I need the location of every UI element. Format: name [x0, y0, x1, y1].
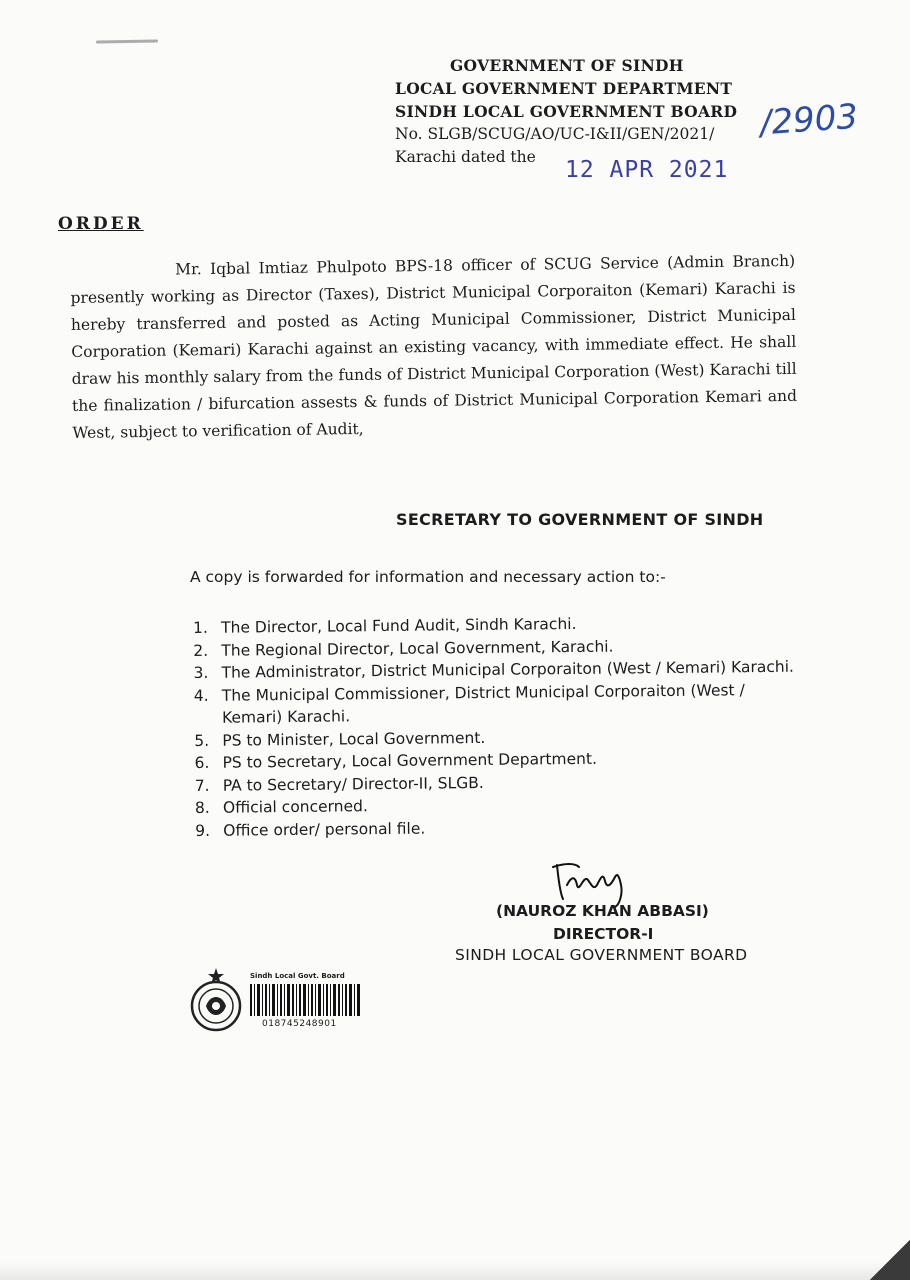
secretary-line: SECRETARY TO GOVERNMENT OF SINDH — [396, 510, 764, 529]
letterhead — [395, 54, 755, 169]
list-item: 7. PA to Secretary/ Director-II, SLGB. — [194, 773, 484, 795]
handwritten-number: /2903 — [758, 96, 860, 144]
page-bottom-edge — [0, 1262, 910, 1280]
signatory-office: SINDH LOCAL GOVERNMENT BOARD — [455, 946, 748, 964]
distribution-list — [193, 611, 805, 842]
barcode-icon — [250, 984, 360, 1016]
signatory-name: (NAUROZ KHAN ABBASI) — [496, 902, 709, 920]
list-item: 6. PS to Secretary, Local Government Department. — [194, 749, 598, 772]
list-item: 5. PS to Minister, Local Government. — [194, 728, 486, 750]
date-stamp: 12 APR 2021 — [565, 157, 729, 183]
reference-number: No. SLGB/SCUG/AO/UC-I&II/GEN/2021/ — [395, 125, 715, 143]
copy-intro: A copy is forwarded for information and necessary action to:- — [190, 568, 666, 586]
header-board: SINDH LOCAL GOVERNMENT BOARD — [395, 102, 738, 121]
signatory-designation: DIRECTOR-I — [553, 925, 654, 943]
list-item: 8. Official concerned. — [194, 797, 368, 817]
page-corner-shadow — [870, 1240, 910, 1280]
emblem-seal-icon — [188, 966, 244, 1032]
header-government: GOVERNMENT OF SINDH — [450, 56, 684, 75]
barcode-number: 018745248901 — [262, 1019, 337, 1029]
list-item: 9. Office order/ personal file. — [195, 819, 426, 840]
order-body: Mr. Iqbal Imtiaz Phulpoto BPS-18 officer of SCUG Service (Admin Branch) presently working as Director (Taxes), District Municipal Corporaiton (Kemari) Karachi is hereby transferred and posted as Acting Municipal Commissioner, District Municipal Corporation (Kemari) Karachi against an existing vacancy, with immediate effect. He shall draw his monthly salary from the funds of District Municipal Corporation (West) Karachi till the finalization / bifurcation assests & funds of District Municipal Corporation Kemari and West, subject to verification of Audit, — [70, 251, 798, 442]
dated-label: Karachi dated the — [395, 148, 536, 166]
list-item: 2. The Regional Director, Local Government, Karachi. — [193, 637, 614, 660]
list-item: 4. The Municipal Commissioner, District Municipal Corporaiton (West / Kemari) Karachi. — [193, 680, 745, 727]
pen-mark — [96, 39, 158, 43]
list-item: 1. The Director, Local Fund Audit, Sindh Karachi. — [193, 614, 577, 637]
barcode-label: Sindh Local Govt. Board — [250, 972, 345, 980]
order-title: ORDER — [58, 214, 144, 234]
list-item: 3. The Administrator, District Municipal Corporaiton (West / Kemari) Karachi. — [193, 657, 794, 682]
header-department: LOCAL GOVERNMENT DEPARTMENT — [395, 79, 733, 98]
